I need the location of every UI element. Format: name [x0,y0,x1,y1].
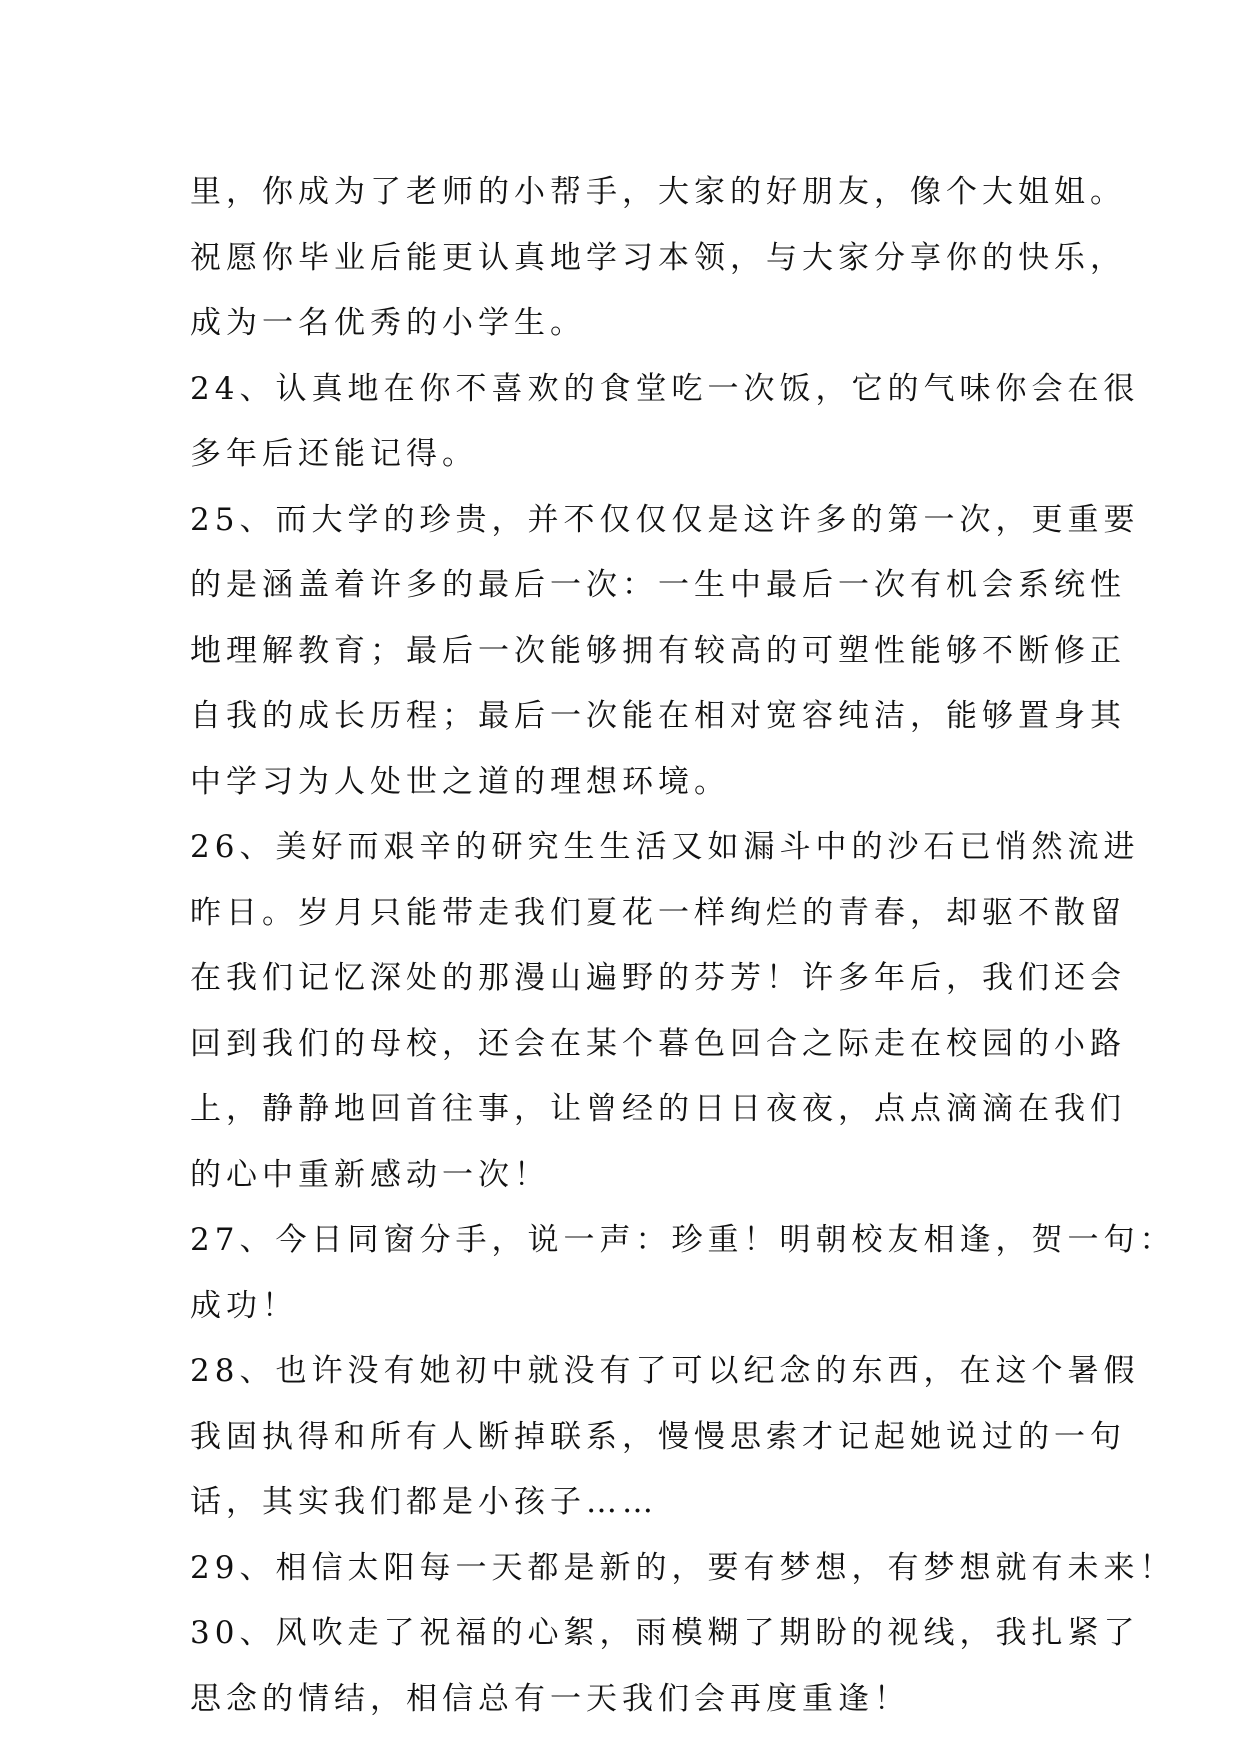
text-line: 27、今日同窗分手，说一声：珍重！明朝校友相逢，贺一句： [190,1222,1176,1258]
text-line: 的心中重新感动一次！ [190,1156,550,1193]
text-line: 我固执得和所有人断掉联系，慢慢思索才记起她说过的一句 [190,1418,1126,1455]
text-line: 24、认真地在你不喜欢的食堂吃一次饭，它的气味你会在很 [190,370,1140,407]
text-line: 成功！ [190,1287,298,1324]
text-line: 自我的成长历程；最后一次能在相对宽容纯洁，能够置身其 [190,698,1126,734]
text-line: 话，其实我们都是小孩子…… [190,1484,658,1520]
text-line: 在我们记忆深处的那漫山遍野的芬芳！许多年后，我们还会 [190,960,1126,996]
text-line: 29、相信太阳每一天都是新的，要有梦想，有梦想就有未来！ [190,1549,1176,1586]
text-line: 地理解教育；最后一次能够拥有较高的可塑性能够不断修正 [190,632,1126,669]
text-line: 昨日。岁月只能带走我们夏花一样绚烂的青春，却驱不散留 [190,894,1126,931]
text-line: 上，静静地回首往事，让曾经的日日夜夜，点点滴滴在我们 [190,1091,1126,1127]
text-line: 的是涵盖着许多的最后一次：一生中最后一次有机会系统性 [190,567,1126,603]
text-line: 里，你成为了老师的小帮手，大家的好朋友，像个大姐姐。 [190,174,1126,210]
text-line: 回到我们的母校，还会在某个暮色回合之际走在校园的小路 [190,1025,1126,1062]
text-line: 思念的情结，相信总有一天我们会再度重逢！ [190,1680,910,1717]
text-line: 成为一名优秀的小学生。 [190,305,586,341]
body-text [190,160,1176,1732]
text-line: 28、也许没有她初中就没有了可以纪念的东西，在这个暑假 [190,1353,1140,1389]
text-line: 祝愿你毕业后能更认真地学习本领，与大家分享你的快乐， [190,239,1126,276]
text-line: 多年后还能记得。 [190,436,478,472]
text-line: 30、风吹走了祝福的心絮，雨模糊了期盼的视线，我扎紧了 [190,1615,1140,1651]
text-line: 25、而大学的珍贵，并不仅仅仅是这许多的第一次，更重要 [190,501,1140,538]
text-line: 中学习为人处世之道的理想环境。 [190,763,730,800]
text-line: 26、美好而艰辛的研究生生活又如漏斗中的沙石已悄然流进 [190,829,1140,865]
